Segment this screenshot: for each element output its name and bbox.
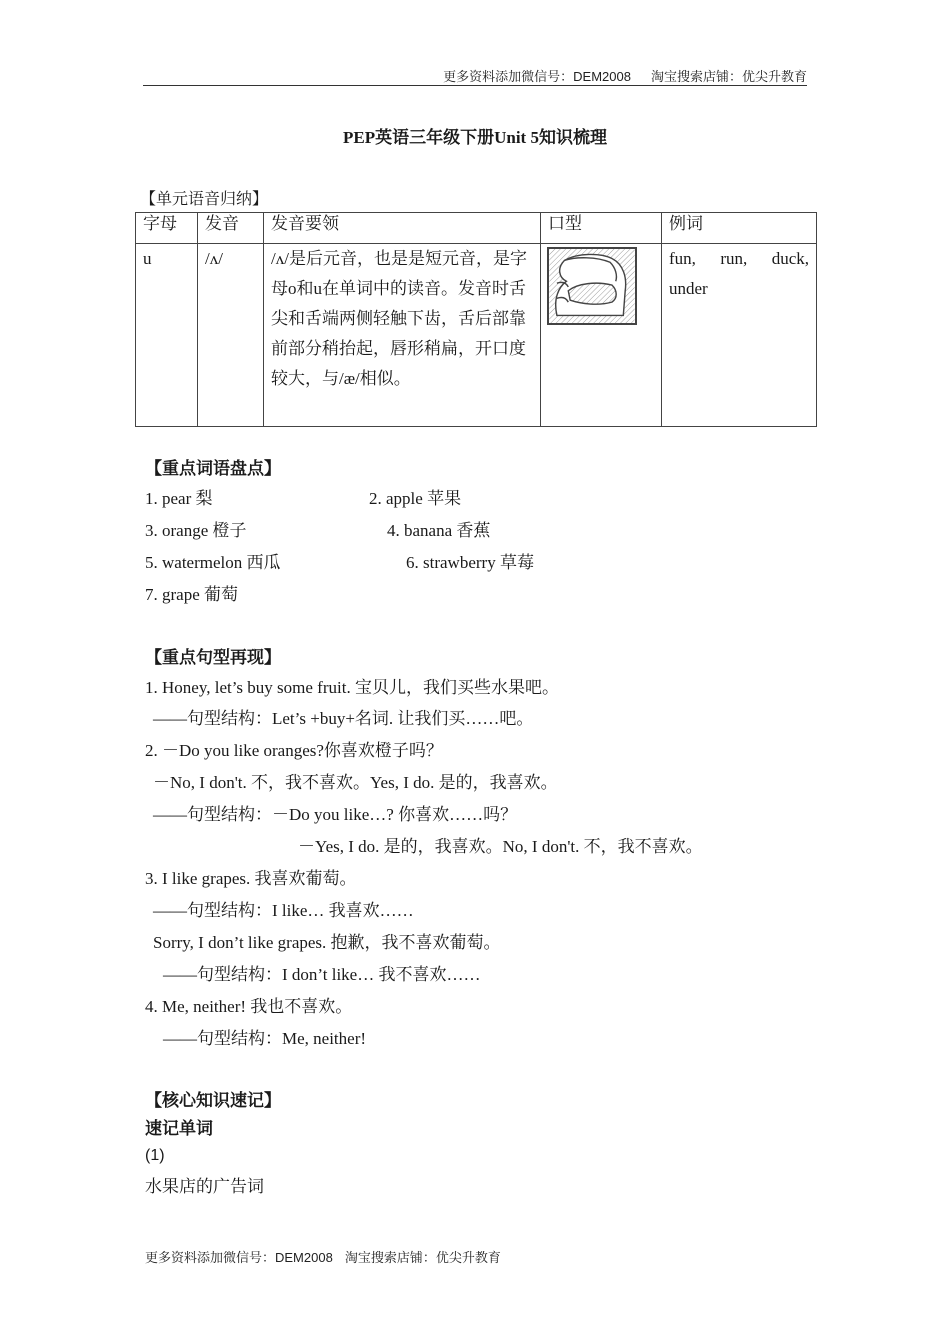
sentence-line: 3. I like grapes. 我喜欢葡萄。 [145,869,357,888]
col-header-sound: 发音 [198,213,264,244]
cell-description [264,244,541,427]
vocab-item-6: 6. strawberry 草莓 [406,553,534,572]
cell-mouth [541,244,662,427]
sentence-line: ——句型结构：－Do you like…? 你喜欢……吗？ [153,805,518,824]
sentence-line: ——句型结构：Let’s +buy+名词. 让我们买……吧。 [153,709,534,728]
cell-examples [662,244,817,427]
phonics-table [135,212,817,427]
cell-letter: u [136,244,198,427]
sentence-line: ——句型结构：I don’t like… 我不喜欢…… [163,965,481,984]
phonics-table-header-row [136,213,817,244]
header-wechat: 更多资料添加微信号：DEM2008 [443,69,631,84]
sentence-line: －Yes, I do. 是的，我喜欢。No, I don't. 不，我不喜欢。 [298,837,703,856]
vocab-item-3: 3. orange 橙子 [145,521,247,540]
header-shop: 淘宝搜索店铺：优尖升教育 [650,69,807,84]
vocab-heading: 【重点词语盘点】 [145,459,281,478]
examples-line-2: under [669,279,708,298]
document-title: PEP英语三年级下册Unit 5知识梳理 [343,128,607,147]
core-heading: 【核心知识速记】 [145,1091,281,1110]
sentence-line: 1. Honey, let’s buy some fruit. 宝贝儿，我们买些水果吧。 [145,678,559,697]
col-header-mouth: 口型 [541,213,662,244]
phonics-heading: 【单元语音归纳】 [140,191,269,208]
vocab-item-5: 5. watermelon 西瓜 [145,553,281,572]
examples-text [669,244,809,274]
vocab-item-4: 4. banana 香蕉 [387,521,491,540]
core-subheading: 速记单词 [145,1119,213,1138]
examples-line-1: fun, run, duck, [669,249,809,268]
mouth-diagram-icon [547,247,637,325]
sentence-line: －No, I don't. 不，我不喜欢。Yes, I do. 是的，我喜欢。 [153,773,558,792]
sentence-line: 2. －Do you like oranges?你喜欢橙子吗？ [145,741,443,760]
sentence-line: 4. Me, neither! 我也不喜欢。 [145,997,353,1016]
header-divider [143,85,807,86]
vocab-item-7: 7. grape 葡萄 [145,585,239,604]
sentence-line: Sorry, I don’t like grapes. 抱歉，我不喜欢葡萄。 [153,933,501,952]
footer-shop: 淘宝搜索店铺：优尖升教育 [344,1250,501,1265]
col-header-examples: 例词 [662,213,817,244]
page-footer [145,1247,501,1266]
col-header-letter: 字母 [136,213,198,244]
col-header-tips: 发音要领 [264,213,541,244]
description-text: /ʌ/是后元音，也是是短元音，是字母o和u在单词中的读音。发音时舌尖和舌端两侧轻触下齿，舌后部靠前部分稍抬起，唇形稍扁，开口度较大，与/æ/相似。 [271,249,527,388]
sentences-heading: 【重点句型再现】 [145,648,281,667]
sentence-line: ——句型结构：I like… 我喜欢…… [153,901,414,920]
core-item-text: 水果店的广告词 [145,1177,264,1196]
vocab-item-1: 1. pear 梨 [145,489,213,508]
footer-wechat: 更多资料添加微信号：DEM2008 [145,1250,333,1265]
phonics-table-row [136,244,817,427]
cell-sound: /ʌ/ [198,244,264,427]
sentence-line: ——句型结构：Me, neither! [163,1029,367,1048]
core-item-number: (1) [145,1147,165,1164]
page-header [145,66,807,85]
vocab-item-2: 2. apple 苹果 [369,489,462,508]
